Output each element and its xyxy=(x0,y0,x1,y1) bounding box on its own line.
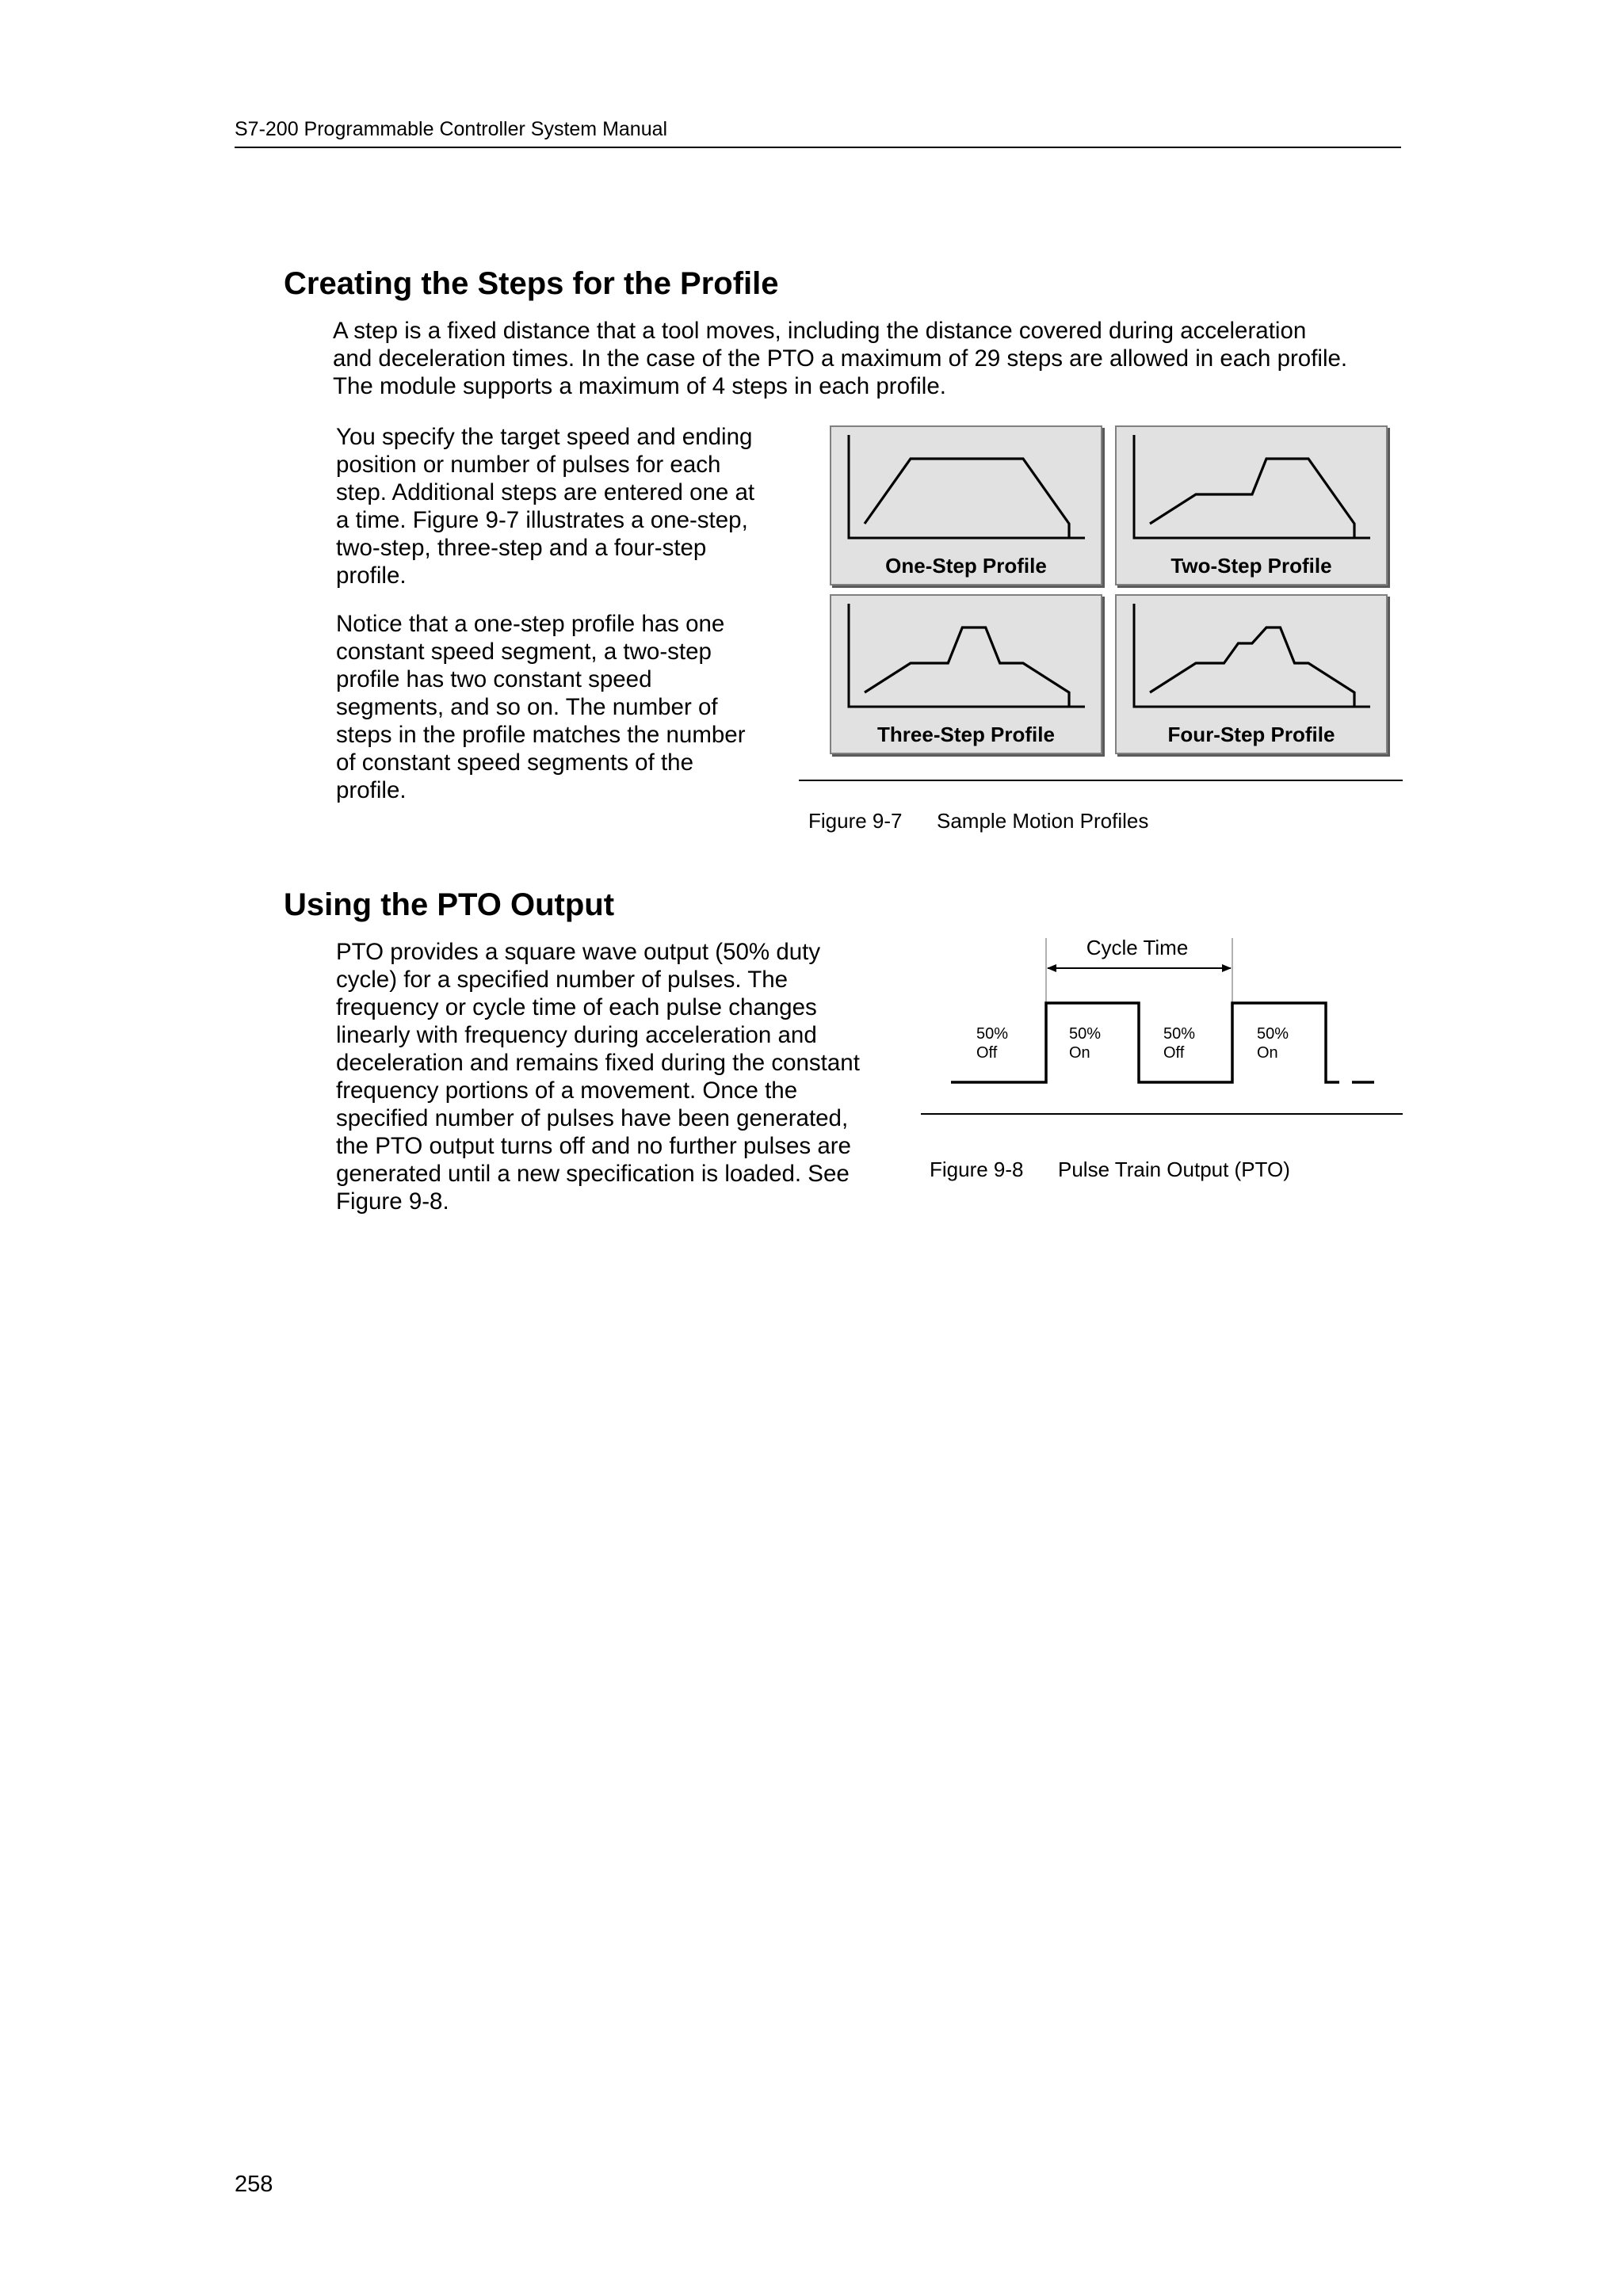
figure-9-8-caption xyxy=(930,1157,1290,1182)
text-line: segments, and so on. The number of xyxy=(336,694,718,720)
header-rule xyxy=(235,147,1401,148)
text-line: A step is a fixed distance that a tool moves, including the distance covered during acceleration xyxy=(333,318,1307,344)
axis-lines xyxy=(849,604,1085,707)
one-step-profile-plot xyxy=(831,427,1101,554)
figure-title: Sample Motion Profiles xyxy=(937,809,1149,833)
text-line: two-step, three-step and a four-step xyxy=(336,535,707,561)
text-line: Notice that a one-step profile has one xyxy=(336,611,725,637)
paragraph-specify-speed xyxy=(336,423,804,589)
one-step-profile-panel xyxy=(830,425,1102,585)
figure-number: Figure 9-8 xyxy=(930,1158,1024,1181)
profile-label: Two-Step Profile xyxy=(1170,554,1332,578)
intro-paragraph xyxy=(333,317,1411,400)
text-line: of constant speed segments of the xyxy=(336,749,693,776)
pulse-waveform xyxy=(951,1003,1339,1082)
speed-profile-trace xyxy=(865,627,1069,707)
figure-9-7-caption xyxy=(808,808,1148,833)
text-line: frequency or cycle time of each pulse changes xyxy=(336,994,817,1020)
profile-label: Four-Step Profile xyxy=(1167,723,1335,746)
segment-4-percent: 50% xyxy=(1257,1025,1289,1043)
speed-profile-trace xyxy=(865,459,1069,538)
four-step-profile-plot xyxy=(1117,596,1386,723)
segment-3-percent: 50% xyxy=(1163,1025,1196,1043)
segment-4-state: On xyxy=(1257,1044,1278,1062)
running-header: S7-200 Programmable Controller System Manual xyxy=(235,118,668,140)
pto-waveform-diagram xyxy=(896,927,1411,1117)
text-line: steps in the profile matches the number xyxy=(336,722,746,748)
segment-1-percent: 50% xyxy=(976,1025,1009,1043)
segment-2-state: On xyxy=(1069,1044,1090,1062)
text-line: frequency portions of a movement. Once the xyxy=(336,1077,798,1104)
text-line: profile. xyxy=(336,563,407,589)
text-line: PTO provides a square wave output (50% duty xyxy=(336,939,821,965)
text-line: and deceleration times. In the case of the PTO a maximum of 29 steps are allowed in each profile. xyxy=(333,345,1348,372)
section-heading-pto: Using the PTO Output xyxy=(284,887,615,922)
text-line: the PTO output turns off and no further pulses are xyxy=(336,1133,851,1159)
segment-3-state: Off xyxy=(1163,1044,1185,1062)
text-line: position or number of pulses for each xyxy=(336,452,721,478)
text-line: profile. xyxy=(336,777,407,803)
segment-1-state: Off xyxy=(976,1044,998,1062)
speed-profile-trace xyxy=(1150,459,1354,538)
profile-label: One-Step Profile xyxy=(885,554,1047,578)
profile-label: Three-Step Profile xyxy=(877,723,1055,746)
cycle-time-label: Cycle Time xyxy=(1086,936,1189,959)
figure-rule xyxy=(799,780,1403,781)
text-line: You specify the target speed and ending xyxy=(336,424,753,450)
text-line: specified number of pulses have been generated, xyxy=(336,1105,849,1131)
speed-profile-trace xyxy=(1150,627,1354,707)
text-line: step. Additional steps are entered one at xyxy=(336,479,755,505)
two-step-profile-panel xyxy=(1115,425,1388,585)
text-line: profile has two constant speed xyxy=(336,666,652,692)
section-heading-steps: Creating the Steps for the Profile xyxy=(284,266,779,301)
axis-lines xyxy=(1134,604,1370,707)
page-number: 258 xyxy=(235,2172,273,2197)
axis-lines xyxy=(849,435,1085,538)
three-step-profile-plot xyxy=(831,596,1101,723)
text-line: constant speed segment, a two-step xyxy=(336,639,712,665)
three-step-profile-panel xyxy=(830,594,1102,754)
figure-title: Pulse Train Output (PTO) xyxy=(1058,1158,1290,1181)
text-line: Figure 9-8. xyxy=(336,1188,449,1215)
text-line: The module supports a maximum of 4 steps in each profile. xyxy=(333,373,946,399)
text-line: generated until a new specification is loaded. See xyxy=(336,1161,850,1187)
two-step-profile-plot xyxy=(1117,427,1386,554)
paragraph-notice-profile xyxy=(336,610,804,804)
text-line: linearly with frequency during acceleration and xyxy=(336,1022,817,1048)
figure-rule xyxy=(921,1113,1403,1115)
axis-lines xyxy=(1134,435,1370,538)
text-line: cycle) for a specified number of pulses. The xyxy=(336,967,789,993)
segment-2-percent: 50% xyxy=(1069,1025,1102,1043)
text-line: deceleration and remains fixed during the constant xyxy=(336,1050,860,1076)
paragraph-pto xyxy=(336,938,907,1215)
four-step-profile-panel xyxy=(1115,594,1388,754)
text-line: a time. Figure 9-7 illustrates a one-step, xyxy=(336,507,748,533)
figure-number: Figure 9-7 xyxy=(808,809,903,833)
